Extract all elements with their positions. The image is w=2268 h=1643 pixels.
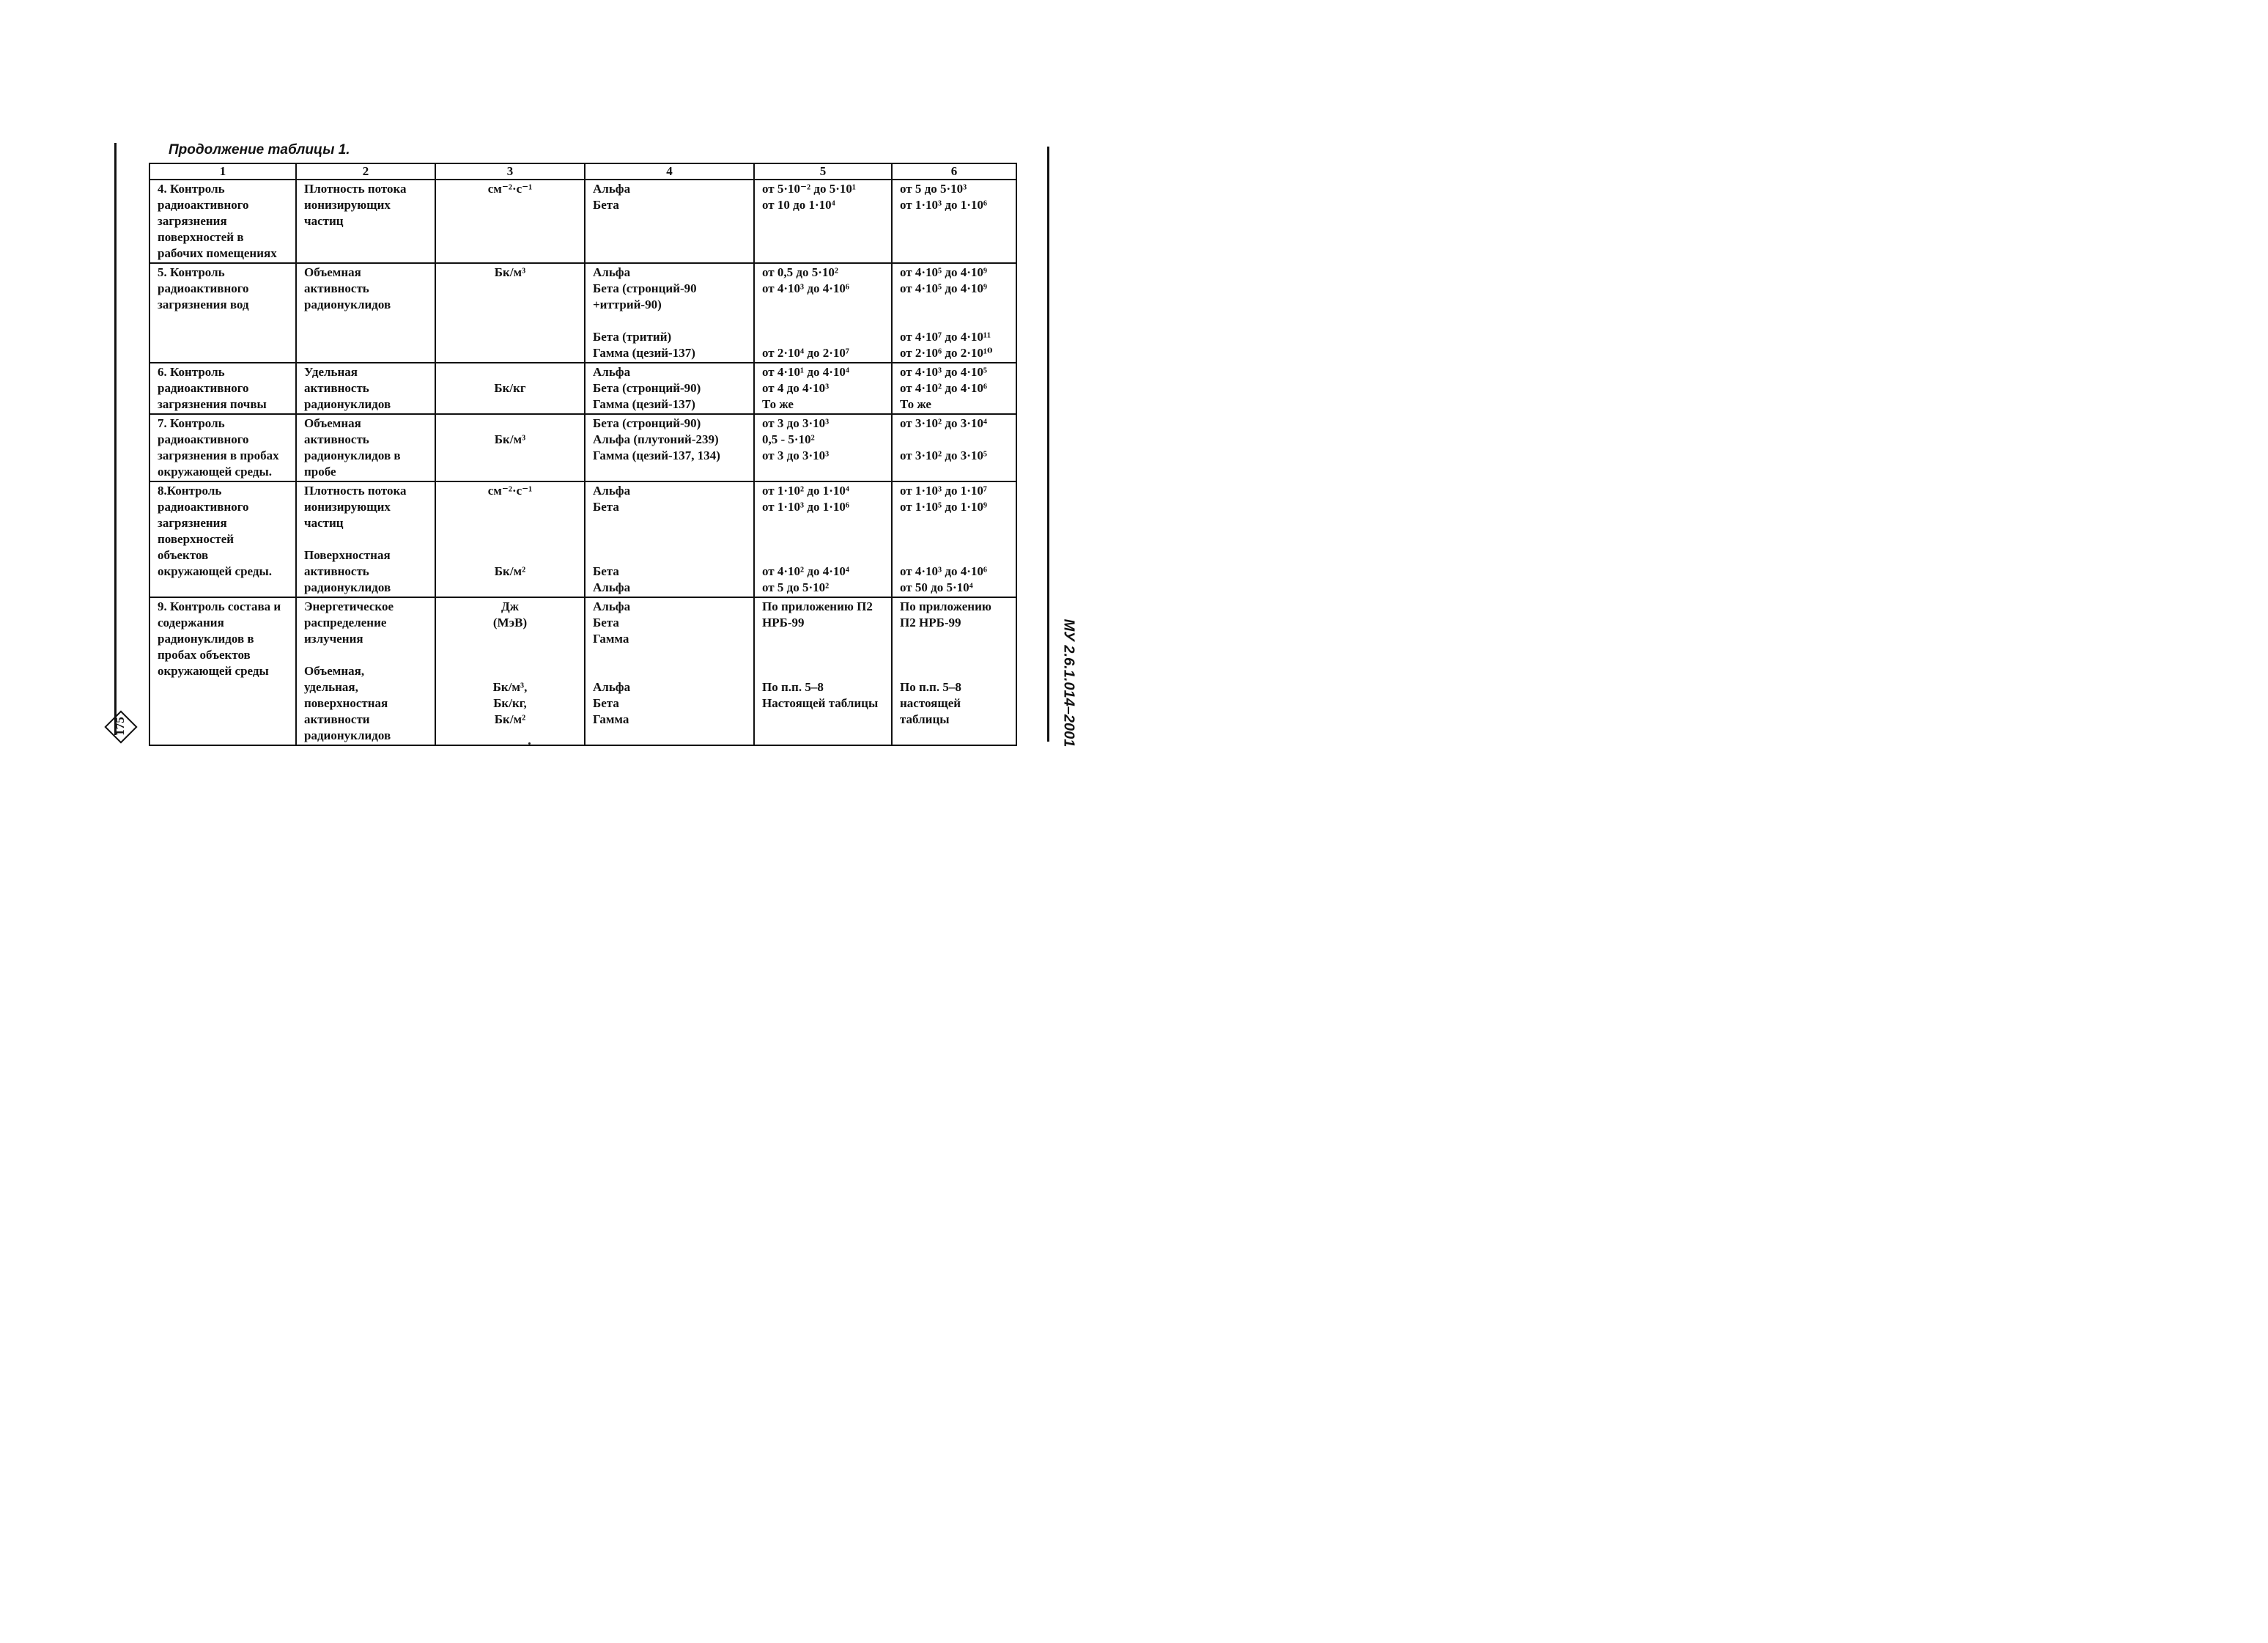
cell-line: +иттрий-90) bbox=[593, 298, 662, 311]
cell-line: от 4·10⁷ до 4·10¹¹ bbox=[900, 330, 991, 344]
cell-line: окружающей среды bbox=[158, 664, 269, 678]
cell-line: Настоящей таблицы bbox=[762, 696, 879, 710]
cell-line: Бета (тритий) bbox=[593, 330, 672, 344]
right-margin-rule bbox=[1047, 147, 1049, 742]
cell-line bbox=[900, 547, 1008, 564]
table-cell-col6 bbox=[892, 414, 1016, 481]
cell-line bbox=[762, 547, 884, 564]
cell-line: 4. Контроль bbox=[158, 182, 225, 196]
cell-line bbox=[762, 531, 884, 547]
cell-line: Бета bbox=[593, 564, 619, 578]
cell-line: от 3 до 3·10³ bbox=[762, 416, 830, 430]
cell-line bbox=[304, 647, 427, 663]
table-cell-col4 bbox=[585, 363, 754, 414]
table-cell-col6 bbox=[892, 263, 1016, 363]
cell-line: Бета bbox=[593, 500, 619, 514]
table-row bbox=[149, 180, 1016, 263]
cell-line bbox=[443, 531, 577, 547]
page-number-badge bbox=[103, 709, 137, 743]
cell-line: Объемная, bbox=[304, 664, 365, 678]
cell-line: настоящей bbox=[900, 696, 961, 710]
cell-line: (МэВ) bbox=[492, 616, 528, 629]
cell-line: Бк/м³, bbox=[492, 680, 528, 694]
cell-line: радиоактивного bbox=[158, 281, 249, 295]
cell-line: активность bbox=[304, 381, 369, 395]
cell-line: Бк/м² bbox=[494, 564, 526, 578]
cell-line: от 4·10³ до 4·10⁶ bbox=[762, 281, 850, 295]
table-cell-col3 bbox=[435, 481, 585, 597]
cell-line: загрязнения вод bbox=[158, 298, 249, 311]
cell-line: По п.п. 5–8 bbox=[900, 680, 961, 694]
cell-line: радиоактивного bbox=[158, 500, 249, 514]
cell-line bbox=[762, 663, 884, 679]
table-cell-col2 bbox=[296, 363, 435, 414]
cell-line bbox=[900, 432, 1008, 448]
cell-line: Бета bbox=[593, 198, 619, 212]
cell-line: радионуклидов bbox=[304, 728, 391, 742]
table-cell-col3 bbox=[435, 597, 585, 745]
cell-line: радионуклидов в bbox=[304, 448, 401, 462]
cell-line: Бета (стронций-90 bbox=[593, 281, 697, 295]
cell-line: ионизирующих bbox=[304, 500, 391, 514]
cell-line: поверхностная bbox=[304, 696, 388, 710]
table-cell-col3 bbox=[435, 180, 585, 263]
cell-line: загрязнения в пробах bbox=[158, 448, 279, 462]
cell-line: Бк/м² bbox=[494, 712, 526, 726]
cell-line: Гамма (цезий-137) bbox=[593, 397, 695, 411]
cell-line: от 4·10² до 4·10⁴ bbox=[762, 564, 850, 578]
cell-line: Удельная bbox=[304, 365, 358, 379]
cell-line: от 4·10¹ до 4·10⁴ bbox=[762, 365, 850, 379]
header-cell: 2 bbox=[296, 163, 435, 180]
cell-line: загрязнения bbox=[158, 516, 227, 530]
cell-line bbox=[762, 647, 884, 663]
table-cell-col2 bbox=[296, 263, 435, 363]
cell-line: Бк/кг bbox=[494, 381, 526, 395]
table-cell-col6 bbox=[892, 363, 1016, 414]
table-cell-col2 bbox=[296, 414, 435, 481]
cell-line: активности bbox=[304, 712, 370, 726]
cell-line bbox=[593, 547, 746, 564]
header-cell: 4 bbox=[585, 163, 754, 180]
cell-line: распределение bbox=[304, 616, 387, 629]
header-cell: 6 bbox=[892, 163, 1016, 180]
table-cell-col5 bbox=[754, 263, 892, 363]
cell-line bbox=[762, 297, 884, 313]
table-cell-col2 bbox=[296, 481, 435, 597]
cell-line: Гамма bbox=[593, 712, 629, 726]
table-cell-col2 bbox=[296, 180, 435, 263]
cell-line: То же bbox=[762, 397, 794, 411]
table-caption: Продолжение таблицы 1. bbox=[169, 142, 350, 158]
cell-line bbox=[762, 515, 884, 531]
table-cell-col5 bbox=[754, 597, 892, 745]
table-row bbox=[149, 363, 1016, 414]
table-cell-col1 bbox=[149, 263, 296, 363]
table-row bbox=[149, 597, 1016, 745]
cell-line bbox=[593, 313, 746, 329]
table-cell-col4 bbox=[585, 481, 754, 597]
cell-line: НРБ-99 bbox=[762, 616, 805, 629]
cell-line: Альфа bbox=[593, 484, 631, 498]
cell-line: 8.Контроль bbox=[158, 484, 222, 498]
cell-line: Гамма (цезий-137) bbox=[593, 346, 695, 360]
cell-line: Альфа (плутоний-239) bbox=[593, 432, 719, 446]
cell-line: окружающей среды. bbox=[158, 465, 273, 479]
header-cell: 5 bbox=[754, 163, 892, 180]
table-cell-col4 bbox=[585, 263, 754, 363]
cell-line: пробах объектов bbox=[158, 648, 251, 662]
cell-line: Плотность потока bbox=[304, 484, 407, 498]
cell-line: Альфа bbox=[593, 182, 631, 196]
cell-line: от 5·10⁻² до 5·10¹ bbox=[762, 182, 856, 196]
cell-line: радиоактивного bbox=[158, 432, 249, 446]
cell-line: радионуклидов bbox=[304, 397, 391, 411]
cell-line: 5. Контроль bbox=[158, 265, 225, 279]
cell-line: Альфа bbox=[593, 599, 631, 613]
cell-line bbox=[900, 647, 1008, 663]
table-cell-col1 bbox=[149, 414, 296, 481]
cell-line: частиц bbox=[304, 214, 344, 228]
cell-line: радиоактивного bbox=[158, 198, 249, 212]
cell-line: удельная, bbox=[304, 680, 358, 694]
cell-line: Объемная bbox=[304, 416, 361, 430]
cell-line: от 1·10³ до 1·10⁶ bbox=[900, 198, 988, 212]
cell-line bbox=[304, 531, 427, 547]
table-cell-col2 bbox=[296, 597, 435, 745]
cell-line: Бета (стронций-90) bbox=[593, 416, 701, 430]
cell-line bbox=[593, 663, 746, 679]
cell-line: Бета bbox=[593, 616, 619, 629]
cell-line: см⁻²·с⁻¹ bbox=[487, 182, 533, 196]
cell-line bbox=[443, 663, 577, 679]
table-cell-col4 bbox=[585, 597, 754, 745]
cell-line: рабочих помещениях bbox=[158, 246, 277, 260]
cell-line: 6. Контроль bbox=[158, 365, 225, 379]
cell-line: Бета bbox=[593, 696, 619, 710]
table-cell-col3 bbox=[435, 363, 585, 414]
table-cell-col5 bbox=[754, 180, 892, 263]
radiation-control-table bbox=[149, 163, 1017, 746]
cell-line: Бк/м³ bbox=[494, 265, 526, 279]
cell-line: Альфа bbox=[593, 265, 631, 279]
table-cell-col1 bbox=[149, 363, 296, 414]
cell-line: Бк/кг, bbox=[493, 696, 527, 710]
stray-dot bbox=[528, 742, 531, 745]
cell-line: Бк/м³ bbox=[494, 432, 526, 446]
cell-line: от 4·10² до 4·10⁶ bbox=[900, 381, 988, 395]
cell-line: от 4·10³ до 4·10⁵ bbox=[900, 365, 988, 379]
cell-line: По приложению П2 bbox=[762, 599, 873, 613]
cell-line bbox=[443, 499, 577, 515]
cell-line: от 4·10⁵ до 4·10⁹ bbox=[900, 281, 988, 295]
cell-line: от 1·10³ до 1·10⁶ bbox=[762, 500, 850, 514]
cell-line: Объемная bbox=[304, 265, 361, 279]
cell-line: от 50 до 5·10⁴ bbox=[900, 580, 973, 594]
cell-line bbox=[443, 647, 577, 663]
cell-line: от 3 до 3·10³ bbox=[762, 448, 830, 462]
page-number: 175 bbox=[113, 717, 127, 736]
cell-line: П2 НРБ-99 bbox=[900, 616, 961, 629]
cell-line: поверхностей bbox=[158, 532, 234, 546]
table-cell-col1 bbox=[149, 180, 296, 263]
header-cell: 1 bbox=[149, 163, 296, 180]
cell-line: от 3·10² до 3·10⁵ bbox=[900, 448, 988, 462]
table-cell-col5 bbox=[754, 481, 892, 597]
cell-line bbox=[762, 313, 884, 329]
document-code: МУ 2.6.1.014–2001 bbox=[1060, 619, 1077, 747]
cell-line bbox=[900, 297, 1008, 313]
cell-line bbox=[762, 329, 884, 345]
cell-line: от 2·10⁴ до 2·10⁷ bbox=[762, 346, 850, 360]
cell-line: от 3·10² до 3·10⁴ bbox=[900, 416, 988, 430]
cell-line: ионизирующих bbox=[304, 198, 391, 212]
cell-line: Энергетическое bbox=[304, 599, 394, 613]
cell-line bbox=[762, 631, 884, 647]
cell-line bbox=[593, 647, 746, 663]
cell-line: от 5 до 5·10³ bbox=[900, 182, 967, 196]
cell-line: радиоактивного bbox=[158, 381, 249, 395]
cell-line bbox=[443, 547, 577, 564]
cell-line: Альфа bbox=[593, 580, 631, 594]
cell-line: объектов bbox=[158, 548, 209, 562]
cell-line: см⁻²·с⁻¹ bbox=[487, 484, 533, 498]
cell-line: от 1·10³ до 1·10⁷ bbox=[900, 484, 988, 498]
cell-line bbox=[593, 515, 746, 531]
table-cell-col4 bbox=[585, 414, 754, 481]
cell-line: Дж bbox=[500, 599, 520, 613]
table-cell-col6 bbox=[892, 180, 1016, 263]
cell-line: от 4·10³ до 4·10⁶ bbox=[900, 564, 988, 578]
cell-line: 0,5 - 5·10² bbox=[762, 432, 815, 446]
cell-line: поверхностей в bbox=[158, 230, 244, 244]
table-cell-col6 bbox=[892, 481, 1016, 597]
cell-line: 9. Контроль состава и bbox=[158, 599, 281, 613]
cell-line: активность bbox=[304, 281, 369, 295]
cell-line: активность bbox=[304, 564, 369, 578]
cell-line: содержания bbox=[158, 616, 224, 629]
cell-line bbox=[900, 531, 1008, 547]
cell-line: окружающей среды. bbox=[158, 564, 273, 578]
cell-line: Гамма bbox=[593, 632, 629, 646]
table-cell-col3 bbox=[435, 414, 585, 481]
cell-line bbox=[443, 515, 577, 531]
cell-line: По п.п. 5–8 bbox=[762, 680, 824, 694]
left-margin-rule bbox=[114, 143, 117, 735]
cell-line bbox=[900, 313, 1008, 329]
table-row bbox=[149, 481, 1016, 597]
cell-line bbox=[900, 663, 1008, 679]
cell-line bbox=[900, 515, 1008, 531]
cell-line: излучения bbox=[304, 632, 363, 646]
table-cell-col3 bbox=[435, 263, 585, 363]
table-cell-col1 bbox=[149, 481, 296, 597]
cell-line: от 4·10⁵ до 4·10⁹ bbox=[900, 265, 988, 279]
cell-line: 7. Контроль bbox=[158, 416, 225, 430]
table-cell-col4 bbox=[585, 180, 754, 263]
cell-line: от 1·10² до 1·10⁴ bbox=[762, 484, 850, 498]
cell-line: То же bbox=[900, 397, 931, 411]
cell-line: Альфа bbox=[593, 680, 631, 694]
cell-line: от 1·10⁵ до 1·10⁹ bbox=[900, 500, 988, 514]
cell-line bbox=[900, 631, 1008, 647]
table-cell-col6 bbox=[892, 597, 1016, 745]
cell-line: от 10 до 1·10⁴ bbox=[762, 198, 835, 212]
table-cell-col5 bbox=[754, 414, 892, 481]
cell-line: Поверхностная bbox=[304, 548, 391, 562]
cell-line bbox=[443, 364, 577, 380]
cell-line: радионуклидов bbox=[304, 580, 391, 594]
cell-line: от 4 до 4·10³ bbox=[762, 381, 830, 395]
cell-line bbox=[593, 531, 746, 547]
cell-line: активность bbox=[304, 432, 369, 446]
cell-line bbox=[443, 416, 577, 432]
cell-line bbox=[443, 631, 577, 647]
table-row bbox=[149, 263, 1016, 363]
cell-line: Бета (стронций-90) bbox=[593, 381, 701, 395]
header-cell: 3 bbox=[435, 163, 585, 180]
cell-line: частиц bbox=[304, 516, 344, 530]
cell-line: от 2·10⁶ до 2·10¹⁰ bbox=[900, 346, 993, 360]
cell-line: загрязнения почвы bbox=[158, 397, 267, 411]
cell-line: радионуклидов в bbox=[158, 632, 254, 646]
cell-line: По приложению bbox=[900, 599, 991, 613]
cell-line: Альфа bbox=[593, 365, 631, 379]
table-cell-col5 bbox=[754, 363, 892, 414]
cell-line: таблицы bbox=[900, 712, 950, 726]
cell-line: Гамма (цезий-137, 134) bbox=[593, 448, 720, 462]
cell-line: от 0,5 до 5·10² bbox=[762, 265, 838, 279]
table-row bbox=[149, 414, 1016, 481]
cell-line: Плотность потока bbox=[304, 182, 407, 196]
cell-line: пробе bbox=[304, 465, 336, 479]
cell-line: от 5 до 5·10² bbox=[762, 580, 830, 594]
cell-line: радионуклидов bbox=[304, 298, 391, 311]
header-row bbox=[149, 163, 1016, 180]
table-cell-col1 bbox=[149, 597, 296, 745]
cell-line: загрязнения bbox=[158, 214, 227, 228]
